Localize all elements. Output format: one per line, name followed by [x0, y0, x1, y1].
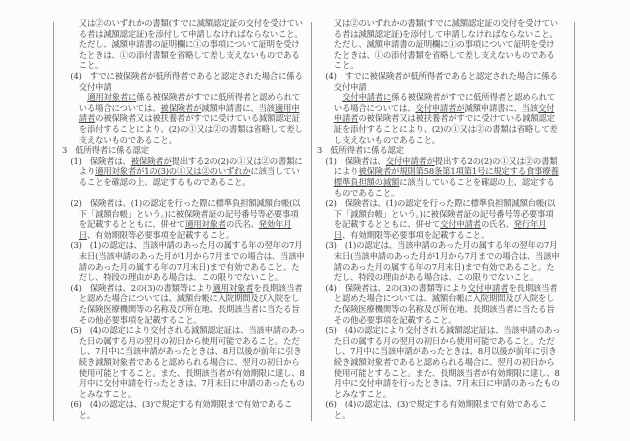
text-run: た保険医療機関等の名称及び所在地、長期該当者に当たる旨 [333, 304, 555, 315]
text-line [62, 378, 312, 389]
text-run: 交付申請 [78, 81, 112, 92]
text-run: その他必要事項を記載すること。 [78, 314, 202, 325]
text-run: ものであること。 [333, 187, 400, 198]
text-line [317, 230, 572, 241]
amended-text-underlined: 交付 [538, 102, 555, 113]
text-run: し支えないものであること。 [333, 134, 441, 145]
text-run: だし、特段の理由がある場合は、この限りでないこと。 [78, 272, 284, 283]
text-run: 証を添付することにより、(2)の①又は②の書類は省略して差 [333, 123, 558, 134]
text-line [62, 135, 312, 146]
text-run: 末日(当該申請のあった月が1月から7月までの場合は、当該申 [78, 251, 305, 262]
text-run: だし、特段の理由がある場合は、この限りでないこと。 [333, 272, 539, 283]
text-line [317, 262, 572, 273]
text-line [317, 272, 572, 283]
amended-text-underlined: 交付申請者 [467, 282, 509, 293]
text-line [317, 251, 572, 262]
text-line [62, 368, 312, 379]
amended-text-underlined: 適用申 [274, 102, 300, 113]
text-run: る者は減額認定証)を添付して申請しなければならないこと。 [333, 28, 558, 39]
text-run: の被保険者又は被扶養者がすでに受けている減額認定証 [95, 113, 300, 124]
text-line [62, 166, 312, 177]
text-line [317, 293, 572, 304]
text-run: と。 [333, 409, 351, 420]
column-divider-right [574, 22, 575, 421]
text-line [62, 198, 312, 209]
text-run: (5) (4)の認定により交付される減額認定証は、当該申請のあっ [325, 325, 561, 336]
text-run: (5) (4)の認定により交付される減額認定証は、当該申請のあっ [70, 325, 306, 336]
text-run: より [78, 166, 96, 177]
text-run: ただし、減額申請書の証明欄に①の事項について証明を受け [78, 39, 300, 50]
amended-text-underlined: 請者 [78, 113, 96, 124]
text-line [62, 251, 312, 262]
text-run: 、有効期限等必要事項を記載すること。 [341, 229, 490, 240]
amended-text-underlined: 交付申請者 [440, 219, 481, 230]
text-line [317, 368, 572, 379]
text-line [62, 283, 312, 294]
text-run: 交付申請 [333, 81, 367, 92]
text-run: により [333, 166, 359, 177]
text-run: 3 低所得者に係る認定 [62, 145, 149, 156]
text-line [62, 357, 312, 368]
text-line [317, 346, 572, 357]
amended-text-underlined: 適用対象者 [212, 282, 254, 293]
text-run: 請のあった月の属する年の7月末日)まで有効であること。た [333, 261, 555, 272]
text-run: た日の属する月の翌月の初日から使用可能であること。ただ [333, 335, 555, 346]
amended-text-underlined: 被保険者が [130, 155, 172, 166]
text-run: とみなすこと。 [333, 388, 392, 399]
text-run: 又は②のいずれかの書類(すでに減額認定証の交付を受けてい [78, 18, 303, 28]
text-run: る者は減額認定証)を添付して申請しなければならないこと。 [78, 28, 303, 39]
amended-text-underlined: 被保険者が規則第58条第1項第1号に規定する食事療養 [358, 166, 559, 177]
text-line [62, 29, 312, 40]
text-run: た日の属する月の翌月の初日から使用可能であること。ただ [78, 335, 300, 346]
text-line [317, 198, 572, 209]
text-run: こと。 [78, 60, 104, 71]
text-run: (4) 保険者は、2の(3)の書類等により [70, 282, 213, 293]
text-line [62, 272, 312, 283]
text-run: いる場合については、 [333, 102, 416, 113]
text-run: 続き減額対象者であると認められる場合に、翌月の初日から [333, 357, 555, 367]
text-run: の氏名、 [225, 219, 259, 230]
amended-text-underlined: 適用対象者が1の(3)の①又は②のいずれか [95, 166, 251, 177]
text-run: こと。 [333, 60, 359, 71]
text-line [317, 315, 572, 326]
text-line [62, 399, 312, 410]
text-line [62, 389, 312, 400]
text-run: を添付することにより、(2)の①又は②の書類は省略して差し [78, 123, 303, 134]
text-line [317, 18, 572, 29]
text-line [62, 39, 312, 50]
text-line [317, 357, 572, 368]
text-column-right [317, 18, 572, 421]
text-line [317, 71, 572, 82]
text-run: 月中に交付申請を行ったときは、7月末日に申請のあったもの [333, 378, 560, 389]
text-line [317, 92, 572, 103]
text-line [317, 410, 572, 421]
text-line [317, 166, 572, 177]
text-run: (1) 保険者は、 [70, 155, 131, 166]
text-run: 続き減額対象者であると認められる場合に、翌月の初日から [78, 357, 300, 367]
text-run: (1) 保険者は、 [325, 155, 386, 166]
text-line [317, 336, 572, 347]
text-run: たときは、①の添付書類を省略して差し支えないものである [78, 49, 300, 60]
text-run: 下「減額台帳」という。)に被保険者証の記号番号等必要事項 [333, 208, 554, 219]
text-run: 末日(当該申請のあった月が1月から7月までの場合は、当該申 [333, 251, 560, 262]
text-line [62, 71, 312, 82]
text-line [317, 240, 572, 251]
amended-text-underlined: 適用対象者 [185, 219, 226, 230]
text-run: (3) (1)の認定は、当該申請のあった月の属する年の翌年の7月 [325, 240, 558, 251]
text-line [317, 156, 572, 167]
text-run: 3 低所得者に係る認定 [317, 145, 404, 156]
text-run: 請のあった月の属する年の7月末日)まで有効であること。た [78, 261, 300, 272]
text-line [317, 209, 572, 220]
text-line [62, 60, 312, 71]
text-line [62, 177, 312, 188]
text-run: 係る被保険者がすでに低所得者と認められて [136, 92, 301, 103]
text-run: たときは、①の添付書類を省略して差し支えないものである [333, 49, 555, 60]
text-run: に該当していることを確認の上、認定する [399, 176, 555, 187]
text-line [317, 378, 572, 389]
text-run: (4) すでに被保険者が低所得者であると認定された場合に係る [70, 70, 303, 81]
text-line [317, 103, 572, 114]
text-run: その他必要事項を記載すること。 [333, 314, 457, 325]
text-run: 下「減額台帳」という。)に被保険者証の記号番号等必要事項 [78, 208, 299, 219]
text-line [317, 177, 572, 188]
text-line [317, 60, 572, 71]
text-run: 使用可能とすること。また、長期該当者が有効期限に達し、8 [78, 367, 305, 378]
text-line [62, 325, 312, 336]
text-line [317, 399, 572, 410]
text-run: (2) 保険者は、(1)の認定を行った際に標準負担額減額台帳(以 [70, 198, 301, 209]
amended-text-underlined: 交付申請者が [385, 155, 435, 166]
text-run: いる場合については、 [78, 102, 161, 113]
text-line [317, 145, 572, 156]
text-line [317, 283, 572, 294]
text-line [62, 156, 312, 167]
text-line [62, 336, 312, 347]
text-run: た保険医療機関等の名称及び所在地、長期該当者に当たる旨 [78, 304, 300, 315]
text-line [62, 410, 312, 421]
text-run: を長期該当者 [253, 282, 303, 293]
text-run: (6) (4)の認定は、(3)で規定する有効期限まで有効であるこ [70, 399, 293, 410]
text-run: 減額申請書に、当該 [201, 102, 275, 113]
text-line [317, 50, 572, 61]
text-run: 支えないものであること。 [78, 134, 177, 145]
text-run: を記載するとともに、併せて [333, 219, 441, 230]
text-run: と認めた場合については、減額台帳に入院期間及び入院をし [78, 293, 300, 304]
text-line [317, 325, 572, 336]
text-line [317, 82, 572, 93]
text-run: (3) (1)の認定は、当該申請のあった月の属する年の翌年の7月 [70, 240, 303, 251]
text-line [317, 188, 572, 199]
text-run: 、有効期限等必要事項を記載すること。 [86, 229, 235, 240]
text-run: ただし、減額申請書の証明欄に①の事項について証明を受け [333, 39, 555, 50]
amended-text-underlined: 日 [333, 229, 342, 240]
text-run: 月中に交付申請を行ったときは、7月末日に申請のあったもの [78, 378, 305, 389]
text-run: の被保険者又は被扶養者がすでに受けている減額認定 [358, 113, 555, 124]
amended-text-underlined: 交付申請者に [342, 92, 392, 103]
column-divider-left [53, 22, 54, 421]
amended-text-underlined: 適用対象者に [87, 92, 137, 103]
text-run: (4) 保険者は、2の(3)の書類等により [325, 282, 468, 293]
amended-text-underlined: 交付申請者が [415, 102, 465, 113]
text-line [62, 50, 312, 61]
text-run: を記載するとともに、併せて [78, 219, 186, 230]
text-run: に該当してい [250, 166, 300, 177]
text-line [62, 188, 312, 199]
amended-text-underlined: 申請者 [333, 113, 359, 124]
text-run: とみなすこと。 [78, 388, 137, 399]
text-run: 提出する2の(2)の①又は②の書類に [171, 155, 303, 166]
text-line [62, 240, 312, 251]
text-line [62, 209, 312, 220]
text-line [317, 135, 572, 146]
text-line [62, 145, 312, 156]
text-run: し、7月中に当該申請があったときは、8月以後が前年に引き [78, 346, 302, 357]
text-run: 減額申請書に、当該 [464, 102, 539, 113]
text-run: 係る被保険者がすでに低所得者と認められて [391, 92, 556, 103]
text-line [62, 18, 312, 29]
text-line [62, 262, 312, 273]
text-line [317, 124, 572, 135]
text-line [62, 124, 312, 135]
text-line [317, 219, 572, 230]
text-line [317, 389, 572, 400]
amended-text-underlined: 日 [78, 229, 87, 240]
text-run: (4) すでに被保険者が低所得者であると認定された場合に係る [325, 70, 558, 81]
text-run: 又は②のいずれかの書類(すでに減額認定証の交付を受けてい [333, 18, 558, 28]
text-line [62, 315, 312, 326]
text-run: し、7月中に当該申請があったときは、8月以後が前年に引き [333, 346, 557, 357]
text-run: と認めた場合については、減額台帳に入院期間及び入院をし [333, 293, 555, 304]
text-run: 使用可能とすること。また、長期該当者が有効期限に達し、8 [333, 367, 560, 378]
amended-text-underlined: 発行年月 [513, 219, 547, 230]
text-line [317, 113, 572, 124]
text-line [62, 92, 312, 103]
text-line [62, 346, 312, 357]
text-run: の氏名、 [480, 219, 514, 230]
text-line [62, 103, 312, 114]
text-line [62, 304, 312, 315]
text-run: を長期該当者 [508, 282, 558, 293]
text-line [62, 113, 312, 124]
text-run: と。 [78, 409, 96, 420]
text-run: 提出する2の(2)の①又は②の書類 [434, 155, 558, 166]
text-column-left [62, 18, 312, 421]
amended-text-underlined: 被保険者が [160, 102, 202, 113]
text-run: (2) 保険者は、(1)の認定を行った際に標準負担額減額台帳(以 [325, 198, 556, 209]
text-line [62, 230, 312, 241]
text-line [62, 82, 312, 93]
text-run: (6) (4)の認定は、(3)で規定する有効期限まで有効であるこ [325, 399, 548, 410]
text-line [62, 219, 312, 230]
amended-text-underlined: 発効年月 [258, 219, 292, 230]
text-line [317, 29, 572, 40]
text-line [317, 39, 572, 50]
text-line [62, 293, 312, 304]
amended-text-underlined: 標準負担額の減額 [333, 176, 400, 187]
text-run: ることを確認の上、認定するものであること。 [78, 176, 251, 187]
text-line [317, 304, 572, 315]
